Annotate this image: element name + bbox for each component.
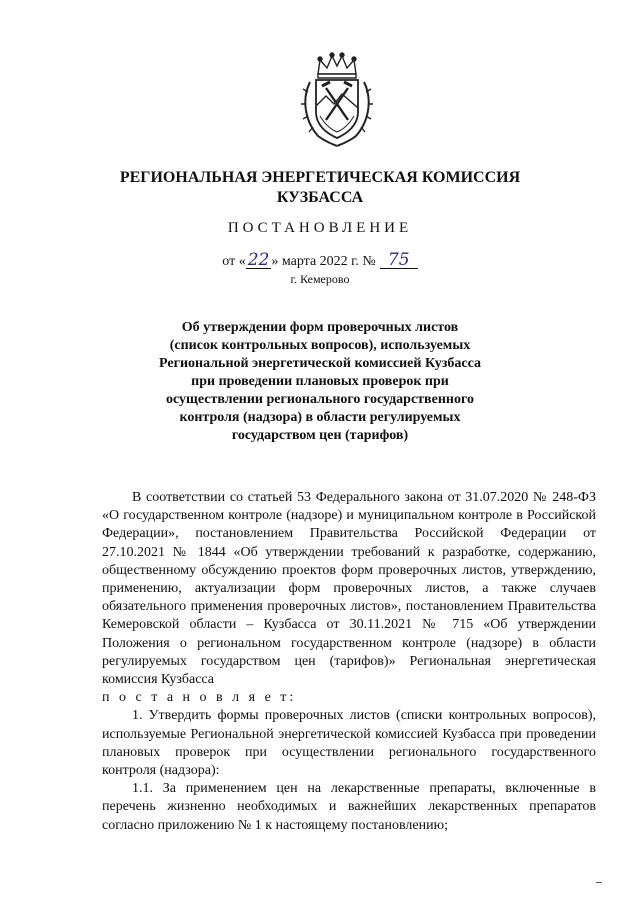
date-month-year: » марта 2022 г. № [271,254,376,269]
preamble-paragraph: В соответствии со статьей 53 Федерального закона от 31.07.2020 № 248-ФЗ «О государственном контроле (надзоре) и муниципальном контроле в Российской Федерации», постановлением Правительства Российской Федерации от 27.10.2021 № 1844 «Об утверждении требований к разработке, содержанию, общественному обсуждению проектов форм проверочных листов, утверждению, применению, актуализации форм проверочных листов, а также случаев обязательного применения проверочных листов», постановлением Правительства Кемеровской области – Кузбасса от 30.11.2021 № 715 «Об утверждении Положения о региональном государственном контроле (надзоре) в области регулируемых государством цен (тарифов)» Региональная энергетическая комиссия Кузбасса [102,490,596,688]
document-body [102,489,596,835]
title-line: контроля (надзора) в области регулируемых [179,410,461,425]
city: г. Кемерово [290,272,350,286]
title-line: (список контрольных вопросов), используемых [169,338,471,353]
title-line: Об утверждении форм проверочных листов [181,320,459,335]
kuzbass-coat-of-arms [296,48,378,148]
document-title [150,319,490,445]
title-line: при проведении плановых проверок при [191,374,449,389]
date-day-handwritten: 22 [247,250,270,270]
organization-line-1: РЕГИОНАЛЬНАЯ ЭНЕРГЕТИЧЕСКАЯ КОМИССИЯ [119,169,521,186]
document-number-handwritten: 75 [380,252,418,269]
page-mark [596,882,602,883]
organization-line-2: КУЗБАССА [276,189,364,206]
date-line [110,252,530,270]
title-line: осуществлении регионального государственного [166,392,474,407]
title-line: государством цен (тарифов) [231,428,409,443]
organization-name [110,168,530,208]
title-line: Региональной энергетической комиссией Кузбасса [159,356,481,371]
resolves-line: п о с т а н о в л я е т: [102,690,297,706]
item-1-1-paragraph: 1.1. За применением цен на лекарственные препараты, включенные в перечень жизненно необходимых и важнейших лекарственных препаратов согласно приложению № 1 к настоящему постановлению; [102,781,596,833]
document-type: ПОСТАНОВЛЕНИЕ [227,220,413,236]
date-prefix: от « [222,254,246,269]
item-1-paragraph: 1. Утвердить формы проверочных листов (списки контрольных вопросов), используемые Региональной энергетической комиссией Кузбасса при проведении плановых проверок при осуществлении регионального государственного контроля (надзора): [102,708,596,779]
